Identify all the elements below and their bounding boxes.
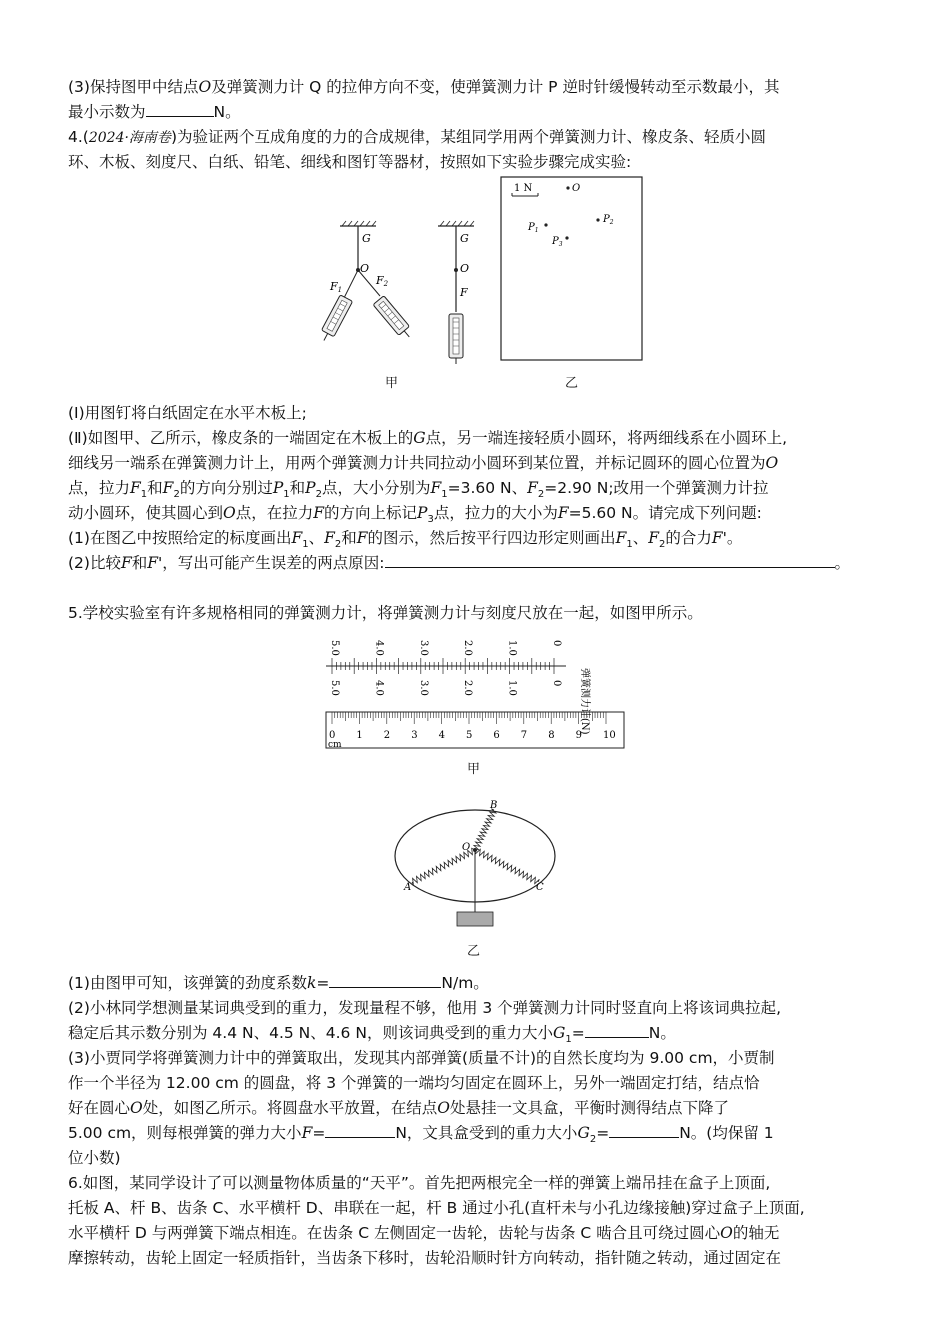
svg-text:P1: $P_1$ (528, 222, 539, 234)
spring-scale-vertical (449, 314, 463, 364)
answer-blank[interactable] (585, 1022, 649, 1038)
meter-tick-bottom: 4.0 (373, 680, 385, 696)
ruler-tick-label: 10 (603, 730, 616, 741)
label-G: G (362, 232, 371, 245)
q4-step1: (Ⅰ)用图钉将白纸固定在水平木板上; (68, 404, 307, 422)
meter-tick-bottom: 3.0 (417, 680, 429, 696)
meter-tick-top: 3.0 (417, 640, 429, 656)
q4-intro-line1: 4.(2024·海南卷)为验证两个互成角度的力的合成规律，某组同学用两个弹簧测力计、橡皮条、轻质小圆 (68, 128, 766, 146)
q4-step2-line4: 动小圆环，使其圆心到O点，在拉力F的方向上标记$P_3$点，拉力的大小为F=5.60 N。请完成下列问题: (68, 504, 762, 526)
q4-figure-yi (500, 176, 644, 362)
point-P3 (565, 236, 568, 239)
ruler-tick-label: 5 (466, 730, 473, 741)
label-G2: G (460, 232, 469, 245)
svg-text:P3: $P_3$ (552, 236, 563, 248)
label-F1: F1 (330, 280, 343, 294)
q4-step2-line1: (Ⅱ)如图甲、乙所示，橡皮条的一端固定在木板上的G点，另一端连接轻质小圆环，将两细线系在小圆环上, (68, 429, 788, 447)
label-O: O (360, 262, 370, 275)
q4-step2-line2: 细线另一端系在弹簧测力计上，用两个弹簧测力计共同拉动小圆环到某位置，并标记圆环的圆心位置为O (68, 454, 779, 472)
q5-figure-yi (390, 796, 560, 932)
point-O (566, 186, 569, 189)
q5-caption-jia: 甲 (467, 762, 481, 777)
svg-text:A: A (404, 882, 412, 893)
svg-text:P2: $P_2$ (603, 214, 614, 226)
q4-caption-yi: 乙 (565, 376, 579, 391)
q6-line4: 摩擦转动，齿轮上固定一轻质指针，当齿条下移时，齿轮沿顺时针方向转动，指针随之转动，通过固定在 (68, 1249, 782, 1267)
ruler-tick-label: 1 (356, 730, 363, 741)
q6-line2: 托板 A、杆 B、齿条 C、水平横杆 D、串联在一起，杆 B 通过小孔(直杆未与小孔边缘接触)穿过盒子上顶面, (68, 1199, 805, 1217)
point-P2 (596, 218, 599, 221)
spring-B (474, 809, 496, 850)
ruler-tick-label: 6 (493, 730, 500, 741)
q4-subq1: (1)在图乙中按照给定的标度画出$F_1$、$F_2$和F的图示，然后按平行四边形定则画出$F_1$、$F_2$的合力F'。 (68, 529, 743, 551)
ruler-tick-label: 2 (383, 730, 391, 741)
q5-subq3-line2: 作一个半径为 12.00 cm 的圆盘，将 3 个弹簧的一端均匀固定在圆环上，另外一端固定打结，结点恰 (68, 1074, 760, 1092)
label-O2: O (460, 262, 470, 275)
q5-subq3-line1: (3)小贾同学将弹簧测力计中的弹簧取出，发现其内部弹簧(质量不计)的自然长度均为 9.00 cm，小贾制 (68, 1049, 775, 1067)
spring-meter (326, 640, 566, 696)
spring-A (412, 848, 475, 884)
svg-text:C: C (536, 882, 544, 893)
q4-figure-jia (300, 218, 480, 368)
spring-C (475, 849, 539, 883)
ruler-tick-label: 8 (548, 730, 555, 741)
spring-scale-right (373, 296, 415, 342)
meter-tick-bottom: 1.0 (506, 680, 518, 696)
q5-figure-jia (318, 632, 630, 750)
q3-part3-line1: (3)保持图甲中结点O及弹簧测力计 Q 的拉伸方向不变，使弹簧测力计 P 逆时针缓慢转动至示数最小，其 (68, 78, 780, 96)
ruler-tick-label: 7 (520, 730, 528, 741)
meter-label: 弹簧测力计(N) (579, 668, 590, 735)
q3-part3-line2: 最小示数为 N。 (68, 103, 241, 121)
meter-tick-top: 1.0 (506, 640, 518, 656)
point-P1 (544, 223, 547, 226)
ruler-tick-label: 0 (329, 730, 336, 741)
meter-tick-top: 5.0 (329, 640, 340, 656)
q6-line3: 水平横杆 D 与两弹簧下端点相连。在齿条 C 左侧固定一齿轮，齿轮与齿条 C 啮合且可绕过圆心O的轴无 (68, 1224, 780, 1242)
stationery-box (457, 912, 493, 926)
q4-subq2: (2)比较F和F'，写出可能产生误差的两点原因: 。 (68, 554, 851, 572)
answer-blank[interactable] (385, 552, 835, 568)
label-F2: F2 (376, 274, 389, 288)
answer-blank[interactable] (146, 101, 214, 117)
svg-text:O: O (572, 183, 581, 194)
q5-subq2-line1: (2)小林同学想测量某词典受到的重力，发现量程不够，他用 3 个弹簧测力计同时竖直向上将该词典拉起, (68, 999, 782, 1017)
q4-caption-jia: 甲 (385, 376, 399, 391)
meter-tick-bottom: 2.0 (462, 680, 474, 696)
q5-subq2-line2: 稳定后其示数分别为 4.4 N、4.5 N、4.6 N，则该词典受到的重力大小$G_1= N$。 (68, 1024, 676, 1046)
svg-text:O: O (462, 842, 471, 853)
answer-blank[interactable] (325, 1122, 395, 1138)
meter-tick-top: 0 (551, 640, 562, 647)
ruler-unit: cm (328, 740, 342, 750)
label-F: F (460, 286, 468, 299)
meter-tick-top: 4.0 (373, 640, 385, 656)
q5-subq3-line4: 5.00 cm，则每根弹簧的弹力大小F= N，文具盒受到的重力大小$G_2= N$。(均保留 1 (68, 1124, 774, 1146)
ruler-tick-label: 3 (411, 730, 418, 741)
spring-scale-left (318, 295, 353, 344)
answer-blank[interactable] (609, 1122, 679, 1138)
q5-subq3-line5: 位小数) (68, 1149, 121, 1167)
answer-blank[interactable] (329, 972, 441, 988)
q5-intro: 5.学校实验室有许多规格相同的弹簧测力计，将弹簧测力计与刻度尺放在一起，如图甲所示。 (68, 604, 703, 622)
q5-subq3-line3: 好在圆心O处，如图乙所示。将圆盘水平放置，在结点O处悬挂一文具盒，平衡时测得结点下降了 (68, 1099, 729, 1117)
ruler-tick-label: 4 (438, 730, 445, 741)
meter-tick-top: 2.0 (462, 640, 474, 656)
q5-caption-yi: 乙 (467, 944, 481, 959)
svg-text:B: B (490, 800, 498, 811)
q5-subq1: (1)由图甲可知，该弹簧的劲度系数k= N/m。 (68, 974, 489, 992)
q6-line1: 6.如图，某同学设计了可以测量物体质量的“天平”。首先把两根完全一样的弹簧上端吊挂在盒子上顶面, (68, 1174, 771, 1192)
ruler-tick-label: 9 (575, 730, 582, 741)
meter-tick-bottom: 0 (551, 680, 562, 687)
svg-text:1 N: 1 N (514, 183, 533, 194)
q4-step2-line3: 点，拉力$F_1$和$F_2$的方向分别过$P_1$和$P_2$点，大小分别为$F_1=3.60$ N、$F_2=2.90$ N;改用一个弹簧测力计拉 (68, 479, 769, 501)
meter-tick-bottom: 5.0 (329, 680, 340, 696)
q4-intro-line2: 环、木板、刻度尺、白纸、铅笔、细线和图钉等器材，按照如下实验步骤完成实验: (68, 153, 632, 171)
